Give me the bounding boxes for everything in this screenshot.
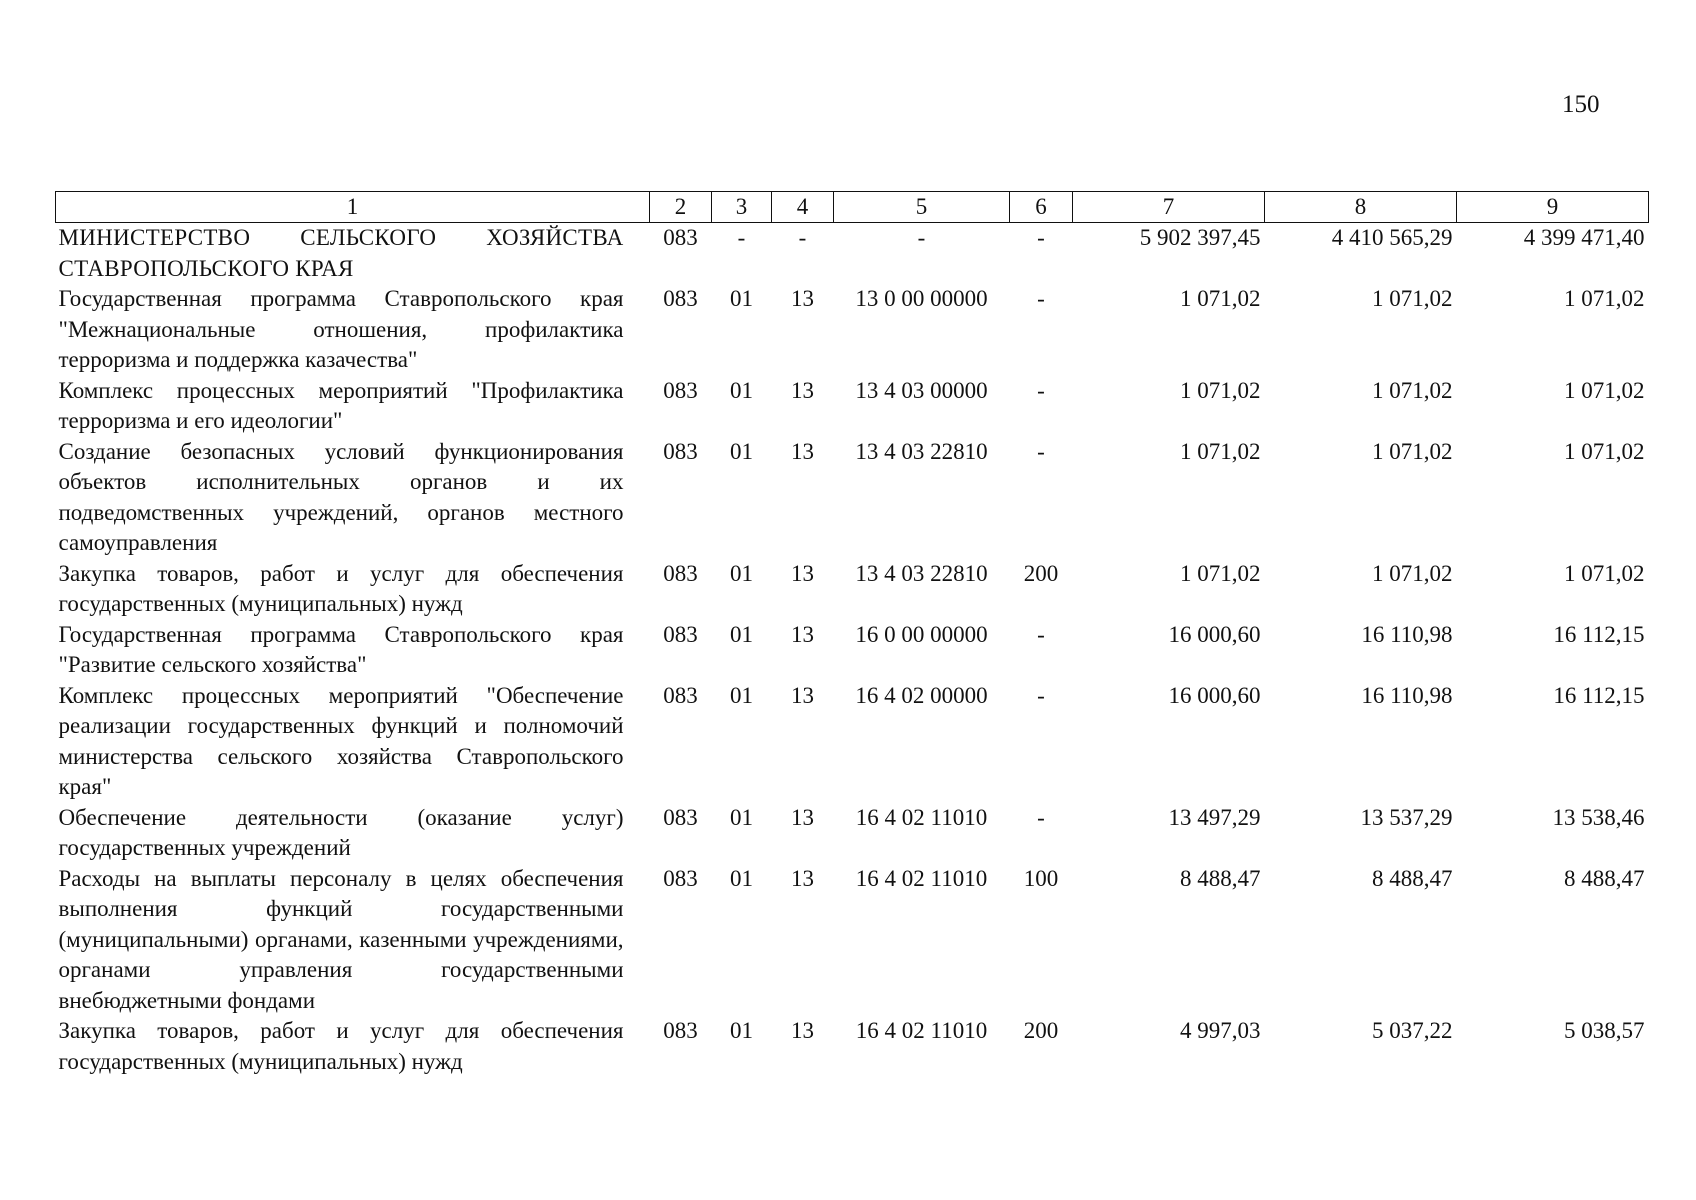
table-row: [56, 376, 1649, 437]
header-col-6: 6: [1010, 192, 1073, 223]
row-pr: 13: [791, 682, 814, 708]
row-year2: 1 071,02: [1372, 286, 1453, 311]
row-vr: -: [1037, 804, 1045, 830]
row-year1: 13 497,29: [1168, 804, 1261, 830]
row-vr: -: [1037, 621, 1045, 647]
row-name: Государственная программа Ставропольского края "Развитие сельского хозяйства": [58, 621, 624, 677]
row-year3: 4 399 471,40: [1523, 225, 1645, 250]
row-csr: 13 0 00 00000: [855, 286, 988, 311]
row-rz: -: [737, 225, 746, 250]
row-rz: 01: [730, 438, 753, 464]
row-pr: 13: [791, 621, 814, 647]
row-csr: 13 4 03 22810: [855, 560, 988, 586]
row-ved: 083: [663, 225, 698, 250]
row-year3: 1 071,02: [1564, 377, 1645, 403]
row-year3: 8 488,47: [1564, 865, 1645, 891]
row-vr: 200: [1023, 1018, 1059, 1043]
row-rz: 01: [730, 804, 753, 830]
row-year1: 16 000,60: [1168, 682, 1261, 708]
row-name: Закупка товаров, работ и услуг для обеспечения государственных (муниципальных) нужд: [58, 560, 624, 616]
row-pr: 13: [791, 1018, 814, 1043]
row-year2: 1 071,02: [1372, 438, 1453, 464]
table-row: [56, 284, 1649, 376]
header-col-7: 7: [1073, 192, 1265, 223]
table-row: [56, 681, 1649, 803]
page-number: 150: [1562, 91, 1600, 118]
row-year1: 4 997,03: [1180, 1018, 1261, 1043]
header-col-2: 2: [650, 192, 712, 223]
row-pr: 13: [791, 804, 814, 830]
table-row: [56, 803, 1649, 864]
row-year2: 13 537,29: [1360, 804, 1453, 830]
row-year2: 1 071,02: [1372, 377, 1453, 403]
row-ved: 083: [663, 621, 698, 647]
row-csr: 16 4 02 11010: [855, 804, 988, 830]
header-row: [56, 192, 1649, 223]
table-row: [56, 864, 1649, 1017]
table-row: [56, 620, 1649, 681]
row-year1: 1 071,02: [1180, 377, 1261, 403]
row-pr: 13: [791, 286, 814, 311]
row-pr: 13: [791, 560, 814, 586]
row-rz: 01: [730, 1018, 753, 1043]
row-csr: 16 0 00 00000: [855, 621, 988, 647]
row-csr: 16 4 02 11010: [855, 1018, 988, 1043]
row-year3: 16 112,15: [1553, 682, 1645, 708]
table-body: [56, 223, 1649, 1078]
row-csr: 16 4 02 00000: [855, 682, 988, 708]
row-ved: 083: [663, 1018, 698, 1043]
header-col-4: 4: [772, 192, 834, 223]
row-vr: -: [1037, 438, 1045, 464]
row-vr: -: [1037, 225, 1045, 250]
header-col-1: 1: [56, 192, 650, 223]
row-year3: 1 071,02: [1564, 438, 1645, 464]
row-ved: 083: [663, 682, 698, 708]
row-year1: 16 000,60: [1168, 621, 1261, 647]
row-pr: 13: [791, 865, 814, 891]
row-year2: 8 488,47: [1372, 865, 1453, 891]
row-rz: 01: [730, 621, 753, 647]
row-name: Создание безопасных условий функционирования объектов исполнительных органов и их подведомственных учреждений, органов местного самоуправления: [58, 438, 624, 555]
row-year3: 1 071,02: [1564, 560, 1645, 586]
row-ved: 083: [663, 560, 698, 586]
header-col-5: 5: [834, 192, 1010, 223]
row-year2: 5 037,22: [1372, 1018, 1453, 1043]
row-name: Комплекс процессных мероприятий "Обеспечение реализации государственных функций и полномочий министерства сельского хозяйства Ставропольского края": [58, 682, 624, 799]
row-pr: 13: [791, 438, 814, 464]
table-header: [56, 192, 1649, 223]
row-year1: 1 071,02: [1180, 560, 1261, 586]
header-col-3: 3: [712, 192, 772, 223]
row-year1: 5 902 397,45: [1139, 225, 1261, 250]
row-vr: 100: [1023, 865, 1059, 891]
row-year3: 5 038,57: [1564, 1018, 1645, 1043]
row-ved: 083: [663, 438, 698, 464]
row-rz: 01: [730, 865, 753, 891]
row-rz: 01: [730, 286, 753, 311]
header-col-9: 9: [1457, 192, 1649, 223]
header-col-8: 8: [1265, 192, 1457, 223]
row-name: Комплекс процессных мероприятий "Профилактика терроризма и его идеологии": [58, 377, 624, 433]
row-year1: 1 071,02: [1180, 438, 1261, 464]
row-vr: -: [1037, 682, 1045, 708]
row-vr: -: [1037, 286, 1045, 311]
row-year3: 13 538,46: [1552, 804, 1645, 830]
row-csr: 16 4 02 11010: [855, 865, 988, 891]
row-rz: 01: [730, 682, 753, 708]
budget-table: [55, 191, 1649, 1077]
row-vr: 200: [1023, 560, 1059, 586]
row-csr: 13 4 03 00000: [855, 377, 988, 403]
row-rz: 01: [730, 560, 753, 586]
row-year1: 8 488,47: [1180, 865, 1261, 891]
row-ved: 083: [663, 865, 698, 891]
row-name: Обеспечение деятельности (оказание услуг) государственных учреждений: [58, 804, 624, 860]
row-csr: 13 4 03 22810: [855, 438, 988, 464]
row-name: Закупка товаров, работ и услуг для обеспечения государственных (муниципальных) нужд: [58, 1018, 624, 1074]
row-pr: 13: [791, 377, 814, 403]
table-row: [56, 559, 1649, 620]
row-name: МИНИСТЕРСТВО СЕЛЬСКОГО ХОЗЯЙСТВА СТАВРОПОЛЬСКОГО КРАЯ: [58, 225, 624, 281]
row-csr: -: [917, 225, 926, 250]
row-ved: 083: [663, 377, 698, 403]
table-row: [56, 437, 1649, 559]
row-year3: 16 112,15: [1553, 621, 1645, 647]
row-ved: 083: [663, 286, 698, 311]
row-vr: -: [1037, 377, 1045, 403]
row-year2: 16 110,98: [1361, 682, 1453, 708]
table-row: [56, 223, 1649, 285]
row-year2: 16 110,98: [1361, 621, 1453, 647]
row-year2: 4 410 565,29: [1331, 225, 1453, 250]
row-pr: -: [798, 225, 807, 250]
row-year2: 1 071,02: [1372, 560, 1453, 586]
row-name: Расходы на выплаты персоналу в целях обеспечения выполнения функций государственными (муниципальными) органами, казенными учреждениями, органами управления государственными внебюджетными фондами: [58, 865, 624, 1013]
row-year1: 1 071,02: [1180, 286, 1261, 311]
row-year3: 1 071,02: [1564, 286, 1645, 311]
row-rz: 01: [730, 377, 753, 403]
row-ved: 083: [663, 804, 698, 830]
table-row: [56, 1016, 1649, 1077]
row-name: Государственная программа Ставропольского края "Межнациональные отношения, профилактика терроризма и поддержка казачества": [58, 286, 624, 372]
